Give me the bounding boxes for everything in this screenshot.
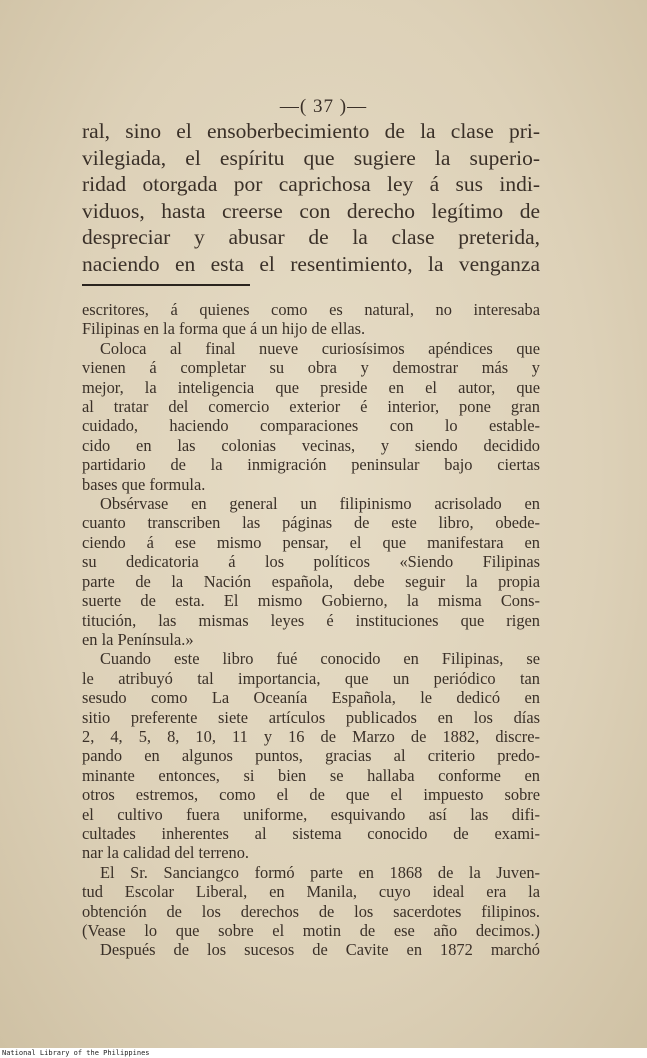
footnote-line: pando en algunos puntos, gracias al criterio predo-	[82, 746, 540, 766]
footnote-line: (Vease lo que sobre el motin de ese año decimos.)	[82, 921, 540, 940]
footnote-line: bases que formula.	[82, 474, 206, 494]
footnote-line: 2, 4, 5, 8, 10, 11 y 16 de Marzo de 1882, discre-	[82, 726, 540, 746]
footnote-line: El Sr. Sanciangco formó parte en 1868 de la Juven-	[100, 862, 540, 882]
footnote-line: nar la calidad del terreno.	[82, 843, 250, 863]
footnote-line: Obsérvase en general un filipinismo acrisolado en	[100, 494, 540, 514]
footnote-line: parte de la Nación española, debe seguir la propia	[82, 571, 540, 591]
footnote-line: cido en las colonias vecinas, y siendo decidido	[82, 435, 540, 455]
footnote-line: obtención de los derechos de los sacerdotes filipinos.	[82, 901, 540, 921]
footnote-line: suerte de esta. El mismo Gobierno, la misma Cons-	[82, 591, 540, 611]
footnote-line: mejor, la inteligencia que preside en el autor, que	[82, 377, 540, 397]
footnote-line: su dedicatoria á los políticos «Siendo Filipinas	[82, 552, 540, 572]
footnote-line: otros estremos, como el de que el impuesto sobre	[82, 785, 540, 805]
footnote-line: cultades inherentes al sistema conocido de exami-	[82, 823, 540, 843]
footnote-line: sesudo como La Oceanía Española, le dedicó en	[82, 688, 540, 708]
footnote-line: minante entonces, si bien se hallaba conforme en	[82, 765, 540, 785]
footnote-line: le atribuyó tal importancia, que un periódico tan	[82, 668, 540, 688]
footnote-line: Cuando este libro fué conocido en Filipinas, se	[100, 649, 540, 669]
footnote-rule	[82, 284, 250, 286]
footnote-line: vienen á completar su obra y demostrar más y	[82, 358, 540, 378]
footnote-line: cuidado, haciendo comparaciones con lo estable-	[82, 416, 540, 436]
footer-credit: National Library of the Philippines	[0, 1048, 647, 1058]
footnote-line: en la Península.»	[82, 629, 194, 649]
main-text-line: despreciar y abusar de la clase preterida,	[82, 225, 540, 249]
main-text-line: ral, sino el ensoberbecimiento de la clase pri-	[82, 119, 540, 143]
footnote-line: partidario de la inmigración peninsular bajo ciertas	[82, 455, 540, 475]
footnote-line: al tratar del comercio exterior é interior, pone gran	[82, 397, 540, 417]
footnote-text	[82, 300, 540, 960]
footnote-line: sitio preferente siete artículos publicados en los días	[82, 707, 540, 727]
footnote-line: Después de los sucesos de Cavite en 1872 marchó	[100, 940, 540, 960]
main-text-line: vilegiada, el espíritu que sugiere la superio-	[82, 145, 540, 170]
page-number: —( 37 )—	[279, 96, 368, 117]
footnote-line: ciendo á ese mismo pensar, el que manifestara en	[82, 532, 540, 552]
footnote-line: el cultivo fuera uniforme, esquivando así las difi-	[82, 804, 540, 824]
footnote-line: Coloca al final nueve curiosísimos apéndices que	[100, 338, 540, 358]
footnote-line: titución, las mismas leyes é instituciones que rigen	[82, 610, 540, 630]
footnote-line: tud Escolar Liberal, en Manila, cuyo ideal era la	[82, 882, 540, 902]
footnote-line: cuanto transcriben las páginas de este libro, obede-	[82, 513, 540, 533]
main-text-line: viduos, hasta creerse con derecho legítimo de	[82, 198, 540, 223]
main-text	[82, 118, 540, 277]
main-text-line: ridad otorgada por caprichosa ley á sus indi-	[82, 172, 540, 196]
main-text-line: naciendo en esta el resentimiento, la venganza	[82, 251, 540, 276]
footnote-line: escritores, á quienes como es natural, no interesaba	[82, 300, 540, 319]
footnote-line: Filipinas en la forma que á un hijo de ellas.	[82, 319, 366, 339]
